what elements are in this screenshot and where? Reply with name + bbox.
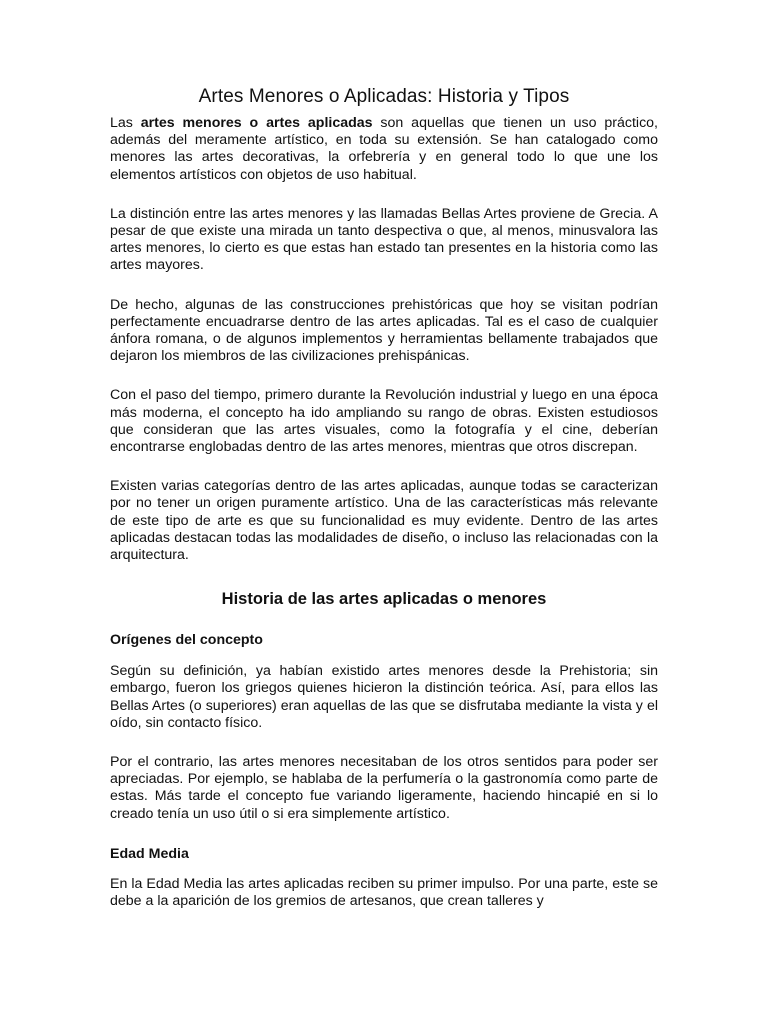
paragraph-prehistoric: De hecho, algunas de las construcciones prehistóricas que hoy se visitan podrían perfectamente encuadrarse dentro de las artes aplicadas. Tal es el caso de cualquier ánfora romana, o de algunos implementos y herramientas bellamente trabajados que dejaron los miembros de las civilizaciones prehispánicas.: [110, 296, 658, 365]
document-title: Artes Menores o Aplicadas: Historia y Tipos: [198, 86, 570, 107]
paragraph-origins-1: Según su definición, ya habían existido artes menores desde la Prehistoria; sin embargo, fueron los griegos quienes hicieron la distinción teórica. Así, para ellos las Bellas Artes (o superiores) eran aquellas de las que se disfrutaba mediante la vista y el oído, sin contacto físico.: [110, 663, 658, 731]
intro-rest: son aquellas que tienen un uso práctico, además del meramente artístico, en toda su extensión. Se han catalogado como menores las artes decorativas, la orfebrería y en general todo lo que une los elementos artísticos con objetos de uso habitual.: [110, 115, 658, 183]
section-title: Historia de las artes aplicadas o menores: [221, 590, 547, 609]
paragraph-modern: Con el paso del tiempo, primero durante la Revolución industrial y luego en una época más moderna, el concepto ha ido ampliando su rango de obras. Existen estudiosos que consideran que las artes visuales, como la fotografía y el cine, deberían encontrarse englobadas dentro de las artes menores, mientras que otros discrepan.: [110, 387, 658, 456]
middle-ages-heading: Edad Media: [110, 845, 189, 862]
intro-lead: Las: [110, 115, 141, 131]
paragraph-middle-ages: En la Edad Media las artes aplicadas reciben su primer impulso. Por una parte, este se debe a la aparición de los gremios de artesanos, que crean talleres y: [110, 875, 658, 910]
paragraph-categories: Existen varias categorías dentro de las artes aplicadas, aunque todas se caracterizan por no tener un origen puramente artístico. Una de las características más relevante de este tipo de arte es que su funcionalidad es muy evidente. Dentro de las artes aplicadas destacan todas las modalidades de diseño, o incluso las relacionadas con la arquitectura.: [110, 478, 658, 564]
origins-heading: Orígenes del concepto: [110, 632, 263, 649]
intro-paragraph: [110, 115, 658, 184]
intro-bold-term: artes menores o artes aplicadas: [140, 115, 373, 131]
document-page: [110, 84, 658, 910]
paragraph-greek-distinction: La distinción entre las artes menores y las llamadas Bellas Artes proviene de Grecia. A pesar de que existe una mirada un tanto despectiva o que, al menos, minusvalora las artes menores, lo cierto es que estas han estado tan presentes en la historia como las artes mayores.: [110, 205, 658, 274]
paragraph-origins-2: Por el contrario, las artes menores necesitaban de los otros sentidos para poder ser apreciadas. Por ejemplo, se hablaba de la perfumería o la gastronomía como parte de estas. Más tarde el concepto fue variando ligeramente, haciendo hincapié en si lo creado tenía un uso útil o si era simplemente artístico.: [110, 754, 658, 822]
